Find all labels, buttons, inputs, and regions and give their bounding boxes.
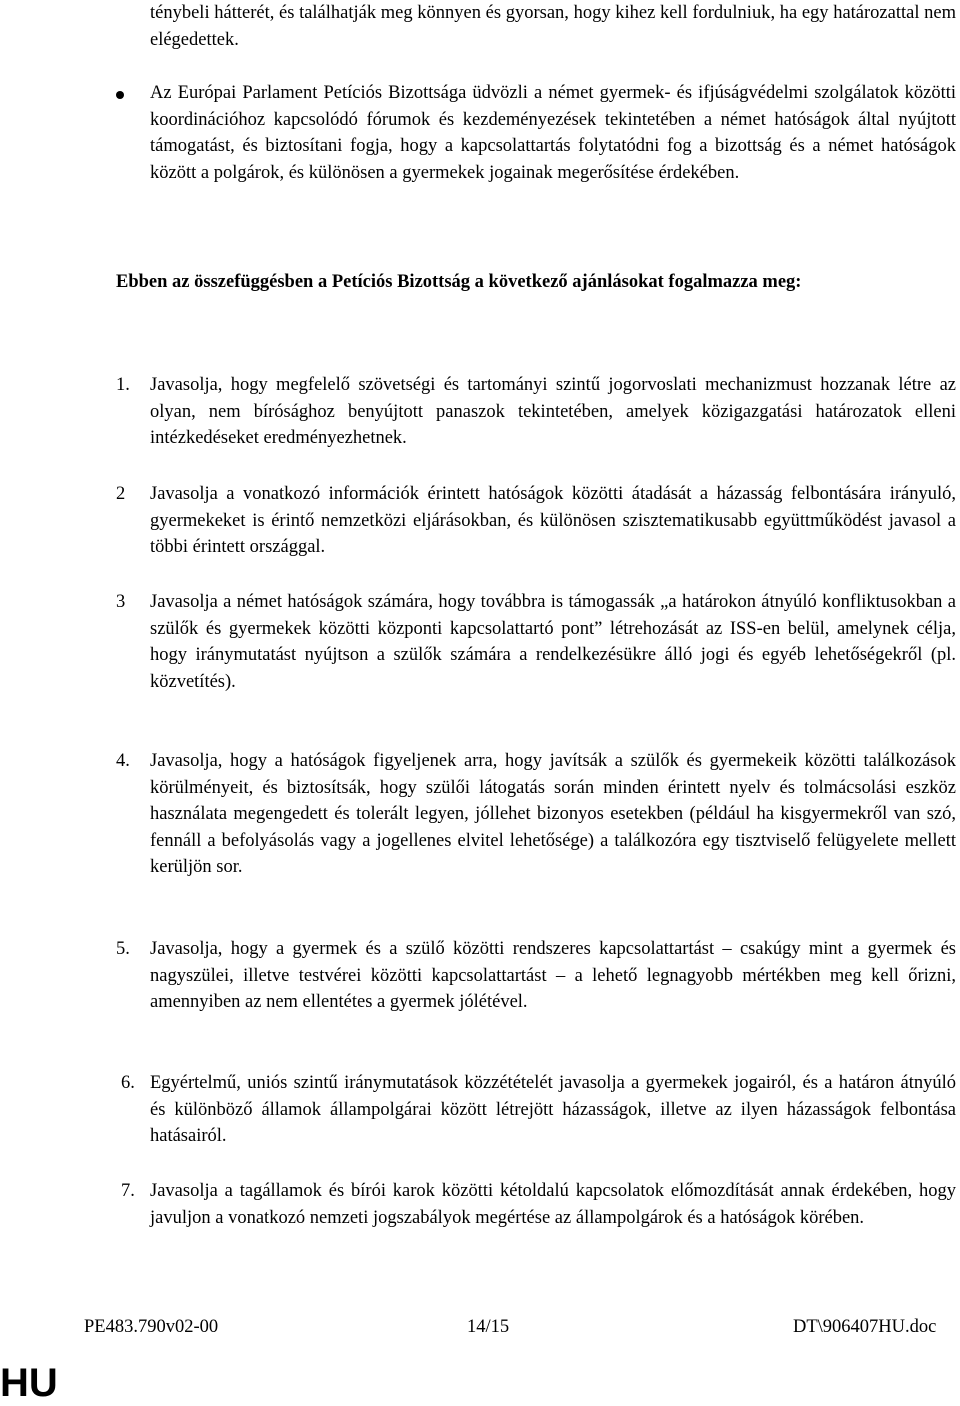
recommendation-number: 4.: [116, 751, 130, 771]
recommendation-text: Javasolja a vonatkozó információk érintett hatóságok közötti átadását a házasság felbontására irányuló, gyermekeket is érintő nemzetközi eljárásokban, és különösen szisztematikusabb együttműködést javasol a többi érintett országgal.: [150, 484, 956, 557]
recommendation-number: 6.: [121, 1073, 135, 1093]
recommendations-heading: Ebben az összefüggésben a Petíciós Bizottság a következő ajánlásokat fogalmazza meg:: [116, 272, 802, 292]
footer-reference: PE483.790v02-00: [84, 1317, 219, 1337]
bullet-dot-icon: [116, 91, 124, 99]
bullet-paragraph: Az Európai Parlament Petíciós Bizottsága üdvözli a német gyermek- és ifjúságvédelmi szolgálatok közötti koordinációhoz kapcsolódó fórumok és kezdeményezések tekintetében a német hatóságok által nyújtott támogatást, és biztosítani fogja, hogy a kapcsolattartás folytatódni fog a bizottság és a német hatóságok között a polgárok, és különösen a gyermekek jogainak megerősítése érdekében.: [150, 83, 956, 183]
recommendation-number: 2: [116, 484, 126, 504]
recommendation-number: 1.: [116, 375, 130, 395]
recommendation-number: 5.: [116, 939, 130, 959]
footer-file-name: DT\906407HU.doc: [793, 1317, 937, 1337]
recommendation-text: Javasolja, hogy a hatóságok figyeljenek arra, hogy javítsák a szülők és gyermekeik közötti találkozások körülményeit, és biztosítsák, hogy szülői látogatás során minden érintett nyelv és tolmácsolási eszköz használata megengedett és tolerált legyen, jóllehet bizonyos esetekben (például ha kisgyermekről van szó, fennáll a befolyásolás vagy a jogellenes elvitel lehetősége) a találkozóra egy tisztviselő felügyelete mellett kerüljön sor.: [150, 751, 956, 877]
recommendation-text: Egyértelmű, uniós szintű iránymutatások közzétételét javasolja a gyermekek jogairól, és a határon átnyúló és különböző államok állampolgárai között létrejött házasságok, illetve az ilyen házasságok felbontása hatásairól.: [150, 1073, 956, 1146]
recommendation-text: Javasolja a tagállamok és bírói karok közötti kétoldalú kapcsolatok előmozdítását annak érdekében, hogy javuljon a vonatkozó nemzeti jogszabályok megértése az állampolgárok és a hatóságok körében.: [150, 1181, 956, 1228]
continuation-paragraph: ténybeli hátterét, és találhatják meg könnyen és gyorsan, hogy kihez kell fordulniuk, ha egy határozattal nem elégedettek.: [150, 3, 956, 50]
recommendation-text: Javasolja, hogy megfelelő szövetségi és tartományi szintű jogorvoslati mechanizmust hozzanak létre az olyan, nem bírósághoz benyújtott panaszok tekintetében, amelyek közigazgatási határozatok elleni intézkedéseket eredményezhetnek.: [150, 375, 956, 448]
recommendation-text: Javasolja a német hatóságok számára, hogy továbbra is támogassák „a határokon átnyúló konfliktusokban a szülők és gyermekek közötti központi kapcsolattartó pont” létrehozását az ISS-en belül, amelynek célja, hogy iránymutatást nyújtson a szülők számára a rendelkezésükre álló jogi és egyéb lehetőségekről (pl. közvetítés).: [150, 592, 956, 692]
footer-page-number: 14/15: [467, 1317, 510, 1337]
recommendation-text: Javasolja, hogy a gyermek és a szülő közötti rendszeres kapcsolattartást – csakúgy mint a gyermek és nagyszülei, illetve testvérei közötti kapcsolattartást – a lehető legnagyobb mértékben meg kell őrizni, amennyiben az nem ellentétes a gyermek jólétével.: [150, 939, 956, 1012]
recommendation-number: 7.: [121, 1181, 135, 1201]
recommendation-number: 3: [116, 592, 126, 612]
language-code: HU: [0, 1361, 58, 1405]
